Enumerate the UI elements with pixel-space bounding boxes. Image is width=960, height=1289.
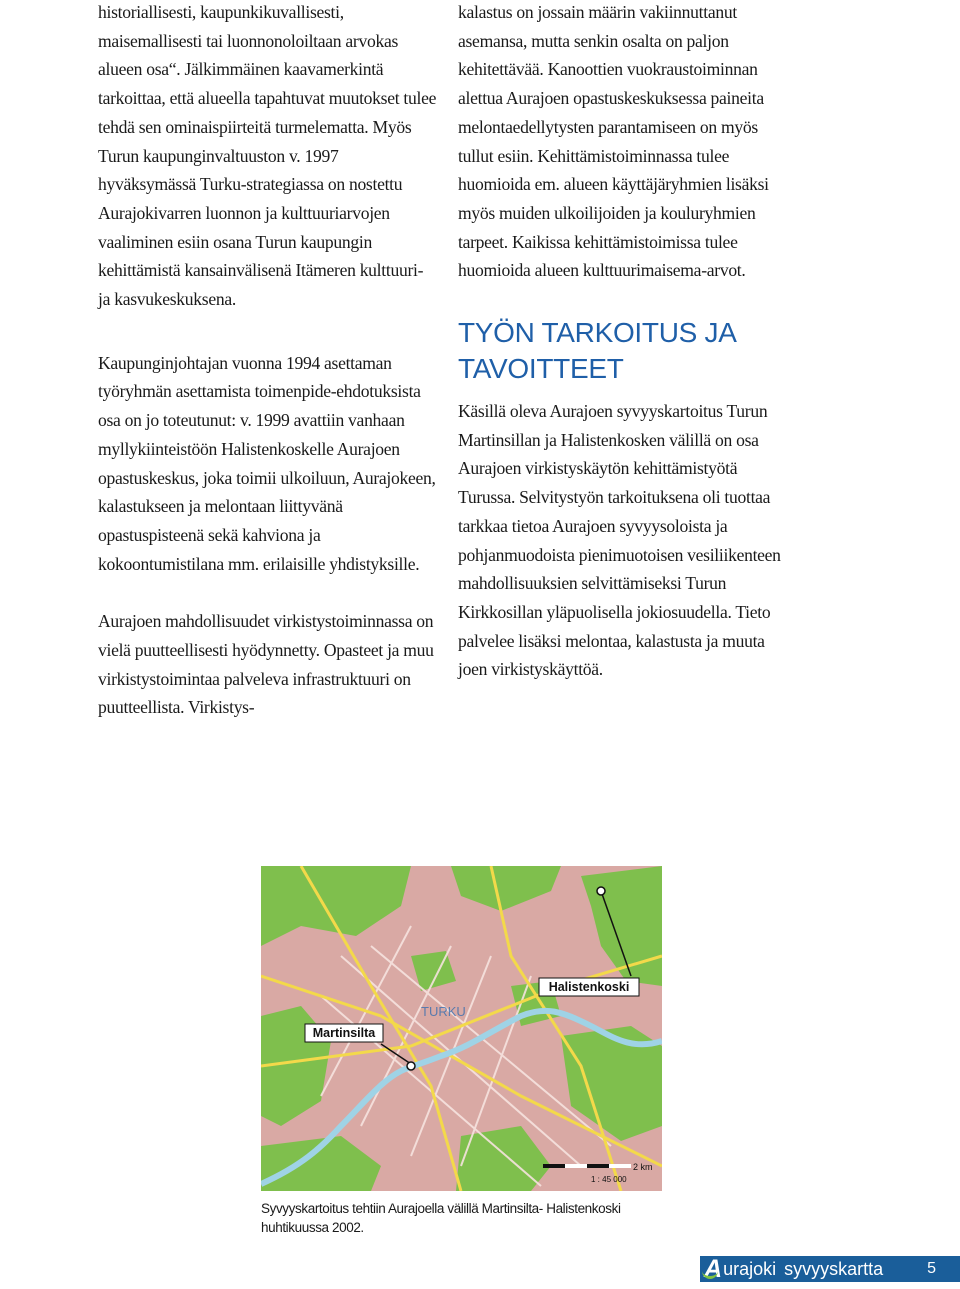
footer-subtitle: syvyyskartta bbox=[784, 1258, 884, 1279]
svg-text:Halistenkoski: Halistenkoski bbox=[548, 980, 630, 994]
svg-text:2 km: 2 km bbox=[633, 1162, 653, 1172]
svg-text:1 : 45 000: 1 : 45 000 bbox=[591, 1175, 627, 1184]
paragraph-1: historiallisesti, kaupunkikuvallisesti, maisemallisesti tai luonnonoloiltaan arvokas alueen osa“. Jälkimmäinen kaavamerkintä tarkoittaa, että alueella tapahtuvat muutokset tulee tehdä sen ominaispiirteitä turmelematta. Myös Turun kaupunginvaltuuston v. 1997 hyväksymässä Turku-strategiassa on nostettu Aurajokivarren luonnon ja kulttuuriarvojen vaaliminen esiin osana Turun kaupungin kehittämistä kansainvälisenä Itämeren kulttuuri- ja kasvukeskuksena. bbox=[98, 2, 437, 310]
halistenkoski-label bbox=[539, 978, 639, 996]
logo-letter: A bbox=[704, 1255, 723, 1283]
paragraph-2: Kaupunginjohtajan vuonna 1994 asettaman työryhmän asettamista toimenpide-ehdotuksista osa on jo toteutunut: v. 1999 avattiin vanhaan myllykiinteistöön Halistenkoskelle Aurajoen opastuskeskus, joka toimii ulkoiluun, Aurajokeen, kalastukseen ja melontaan liittyvänä opastuspisteenä sekä kahviona ja kokoontumistilana mm. erilaisille yhdistyksille. bbox=[98, 352, 436, 574]
left-column bbox=[98, 0, 438, 722]
svg-text:Martinsilta: Martinsilta bbox=[312, 1026, 376, 1040]
halistenkoski-marker bbox=[597, 887, 605, 895]
right-column bbox=[458, 0, 796, 684]
footer-bar bbox=[700, 1256, 960, 1282]
martinsilta-marker bbox=[407, 1062, 415, 1070]
page-number: 5 bbox=[927, 1260, 936, 1277]
paragraph-4: kalastus on jossain määrin vakiinnuttanut asemansa, mutta senkin osalta on paljon kehitettävää. Kanoottien vuokraustoiminnan alettua Aurajoen opastuskeskuksessa paineita melontaedellytysten parantamiseen on myös tullut esiin. Kehittämistoiminnassa tulee huomioida em. alueen käyttäjäryhmien lisäksi myös muiden ulkoilijoiden ja kouluryhmien tarpeet. Kaikissa kehittämistoimissa tulee huomioida alueen kulttuurimaisema-arvot. bbox=[458, 2, 769, 281]
footer-brand: urajoki bbox=[723, 1258, 777, 1279]
city-label: TURKU bbox=[421, 1004, 466, 1019]
paragraph-5: Käsillä oleva Aurajoen syvyyskartoitus Turun Martinsillan ja Halistenkosken välillä on osa Aurajoen virkistyskäytön kehittämistyötä Turussa. Selvitystyön tarkoituksena oli tuottaa tarkkaa tietoa Aurajoen syvyysoloista ja pohjanmuodoista pienimuotoisen vesiliikenteen mahdollisuuksien selvittämiseksi Turun Kirkkosillan yläpuolisella jokiosuudella. Tieto palvelee lisäksi melontaa, kalastusta ja muuta joen virkistyskäyttöä. bbox=[458, 401, 781, 680]
heading-line-1: TYÖN TARKOITUS JA bbox=[458, 317, 737, 349]
martinsilta-label bbox=[305, 1024, 383, 1042]
map-caption: Syvyyskartoitus tehtiin Aurajoella välillä Martinsilta- Halistenkoski huhtikuussa 2002. bbox=[261, 1201, 621, 1235]
section-heading bbox=[458, 315, 796, 387]
map-image bbox=[261, 866, 662, 1191]
heading-line-2: TAVOITTEET bbox=[458, 353, 624, 385]
paragraph-3: Aurajoen mahdollisuudet virkistystoiminnassa on vielä puutteellisesti hyödynnetty. Opasteet ja muu virkistystoimintaa palveleva infrastruktuuri on puutteellista. Virkistys- bbox=[98, 611, 434, 718]
